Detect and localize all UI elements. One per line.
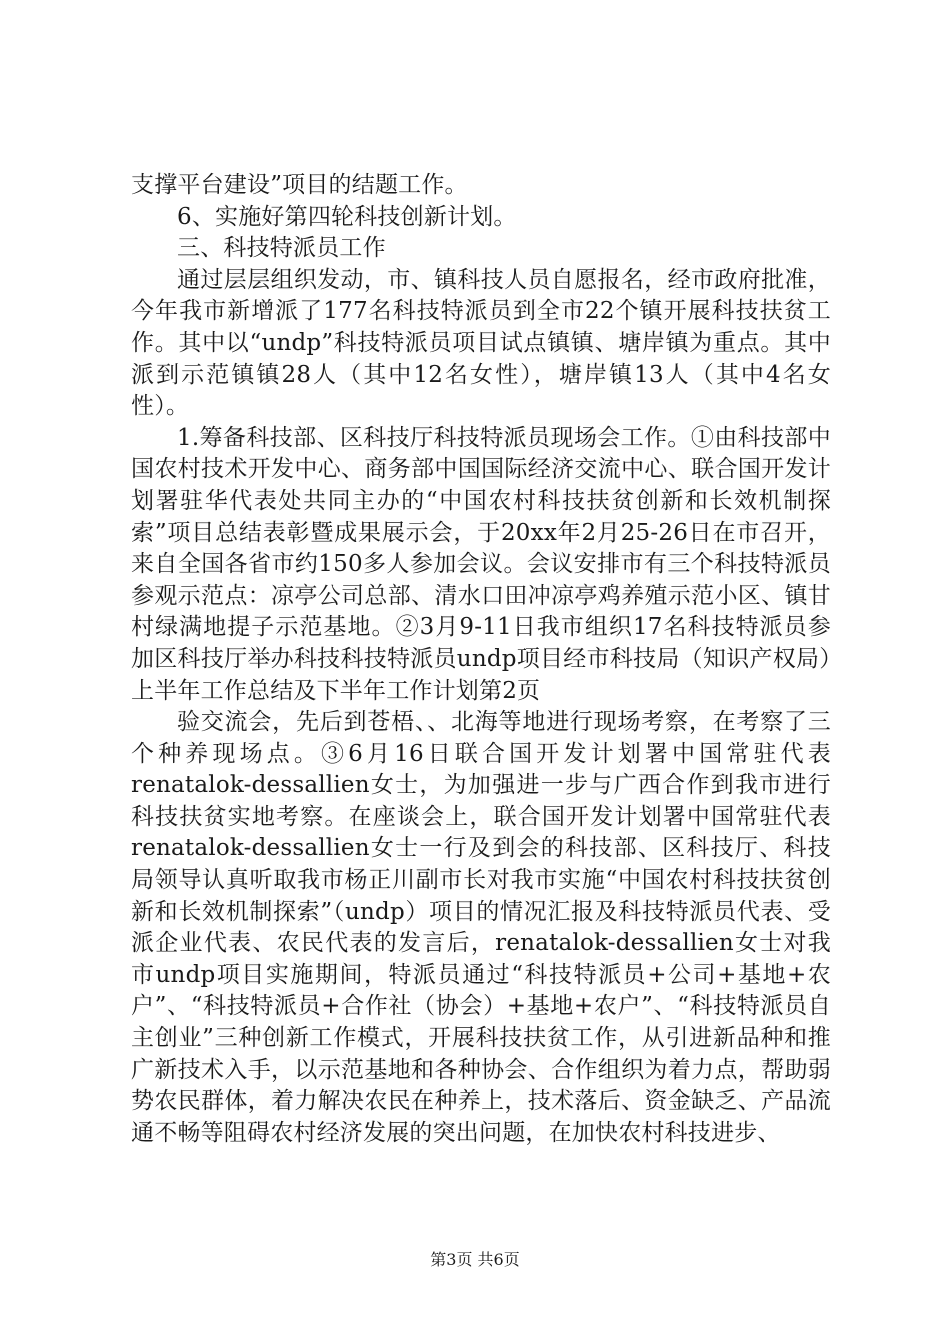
paragraph-2: 6、实施好第四轮科技创新计划。 bbox=[177, 203, 517, 230]
paragraph-1: 支撑平台建设”项目的结题工作。 bbox=[131, 172, 468, 198]
section-heading: 三、科技特派员工作 bbox=[177, 235, 386, 262]
paragraph-4: 通过层层组织发动，市、镇科技人员自愿报名，经市政府批准，今年我市新增派了177名科技特派员到全市22个镇开展科技扶贫工作。其中以“undp”科技特派员项目试点镇镇、塘岸镇为重点。其中派到示范镇镇28人（其中12名女性），塘岸镇13人（其中4名女性）。 bbox=[131, 266, 831, 420]
body-text bbox=[131, 170, 831, 1149]
paragraph-5: 1.筹备科技部、区科技厅科技特派员现场会工作。①由科技部中国农村技术开发中心、商务部中国国际经济交流中心、联合国开发计划署驻华代表处共同主办的“中国农村科技扶贫创新和长效机制探索”项目总结表彰暨成果展示会，于20xx年2月25-26日在市召开，来自全国各省市约150多人参加会议。会议安排市有三个科技特派员参观示范点：凉亭公司总部、清水口田冲凉亭鸡养殖示范小区、镇甘村绿满地提子示范基地。②3月9-11日我市组织17名科技特派员参加区科技厅举办科技科技特派员undp项目经市科技局（知识产权局）上半年工作总结及下半年工作计划第2页 bbox=[131, 424, 831, 704]
page-footer: 第3页 共6页 bbox=[430, 1250, 520, 1269]
paragraph-6: 验交流会，先后到苍梧、、北海等地进行现场考察，在考察了三个种养现场点。③6月16日联合国开发计划署中国常驻代表renatalok-dessallien女士，为加强进一步与广西合作到我市进行科技扶贫实地考察。在座谈会上，联合国开发计划署中国常驻代表renatalok-dessallien女士一行及到会的科技部、区科技厅、科技局领导认真听取我市杨正川副市长对我市实施“中国农村科技扶贫创新和长效机制探索”（undp）项目的情况汇报及科技特派员代表、受派企业代表、农民代表的发言后，renatalok-dessallien女士对我市undp项目实施期间，特派员通过“科技特派员+公司+基地+农户”、“科技特派员+合作社（协会）+基地+农户”、“科技特派员自主创业”三种创新工作模式，开展科技扶贫工作，从引进新品种和推广新技术入手，以示范基地和各种协会、合作组织为着力点，帮助弱势农民群体，着力解决农民在种养上，技术落后、资金缺乏、产品流通不畅等阻碍农村经济发展的突出问题，在加快农村科技进步、 bbox=[131, 709, 831, 1146]
